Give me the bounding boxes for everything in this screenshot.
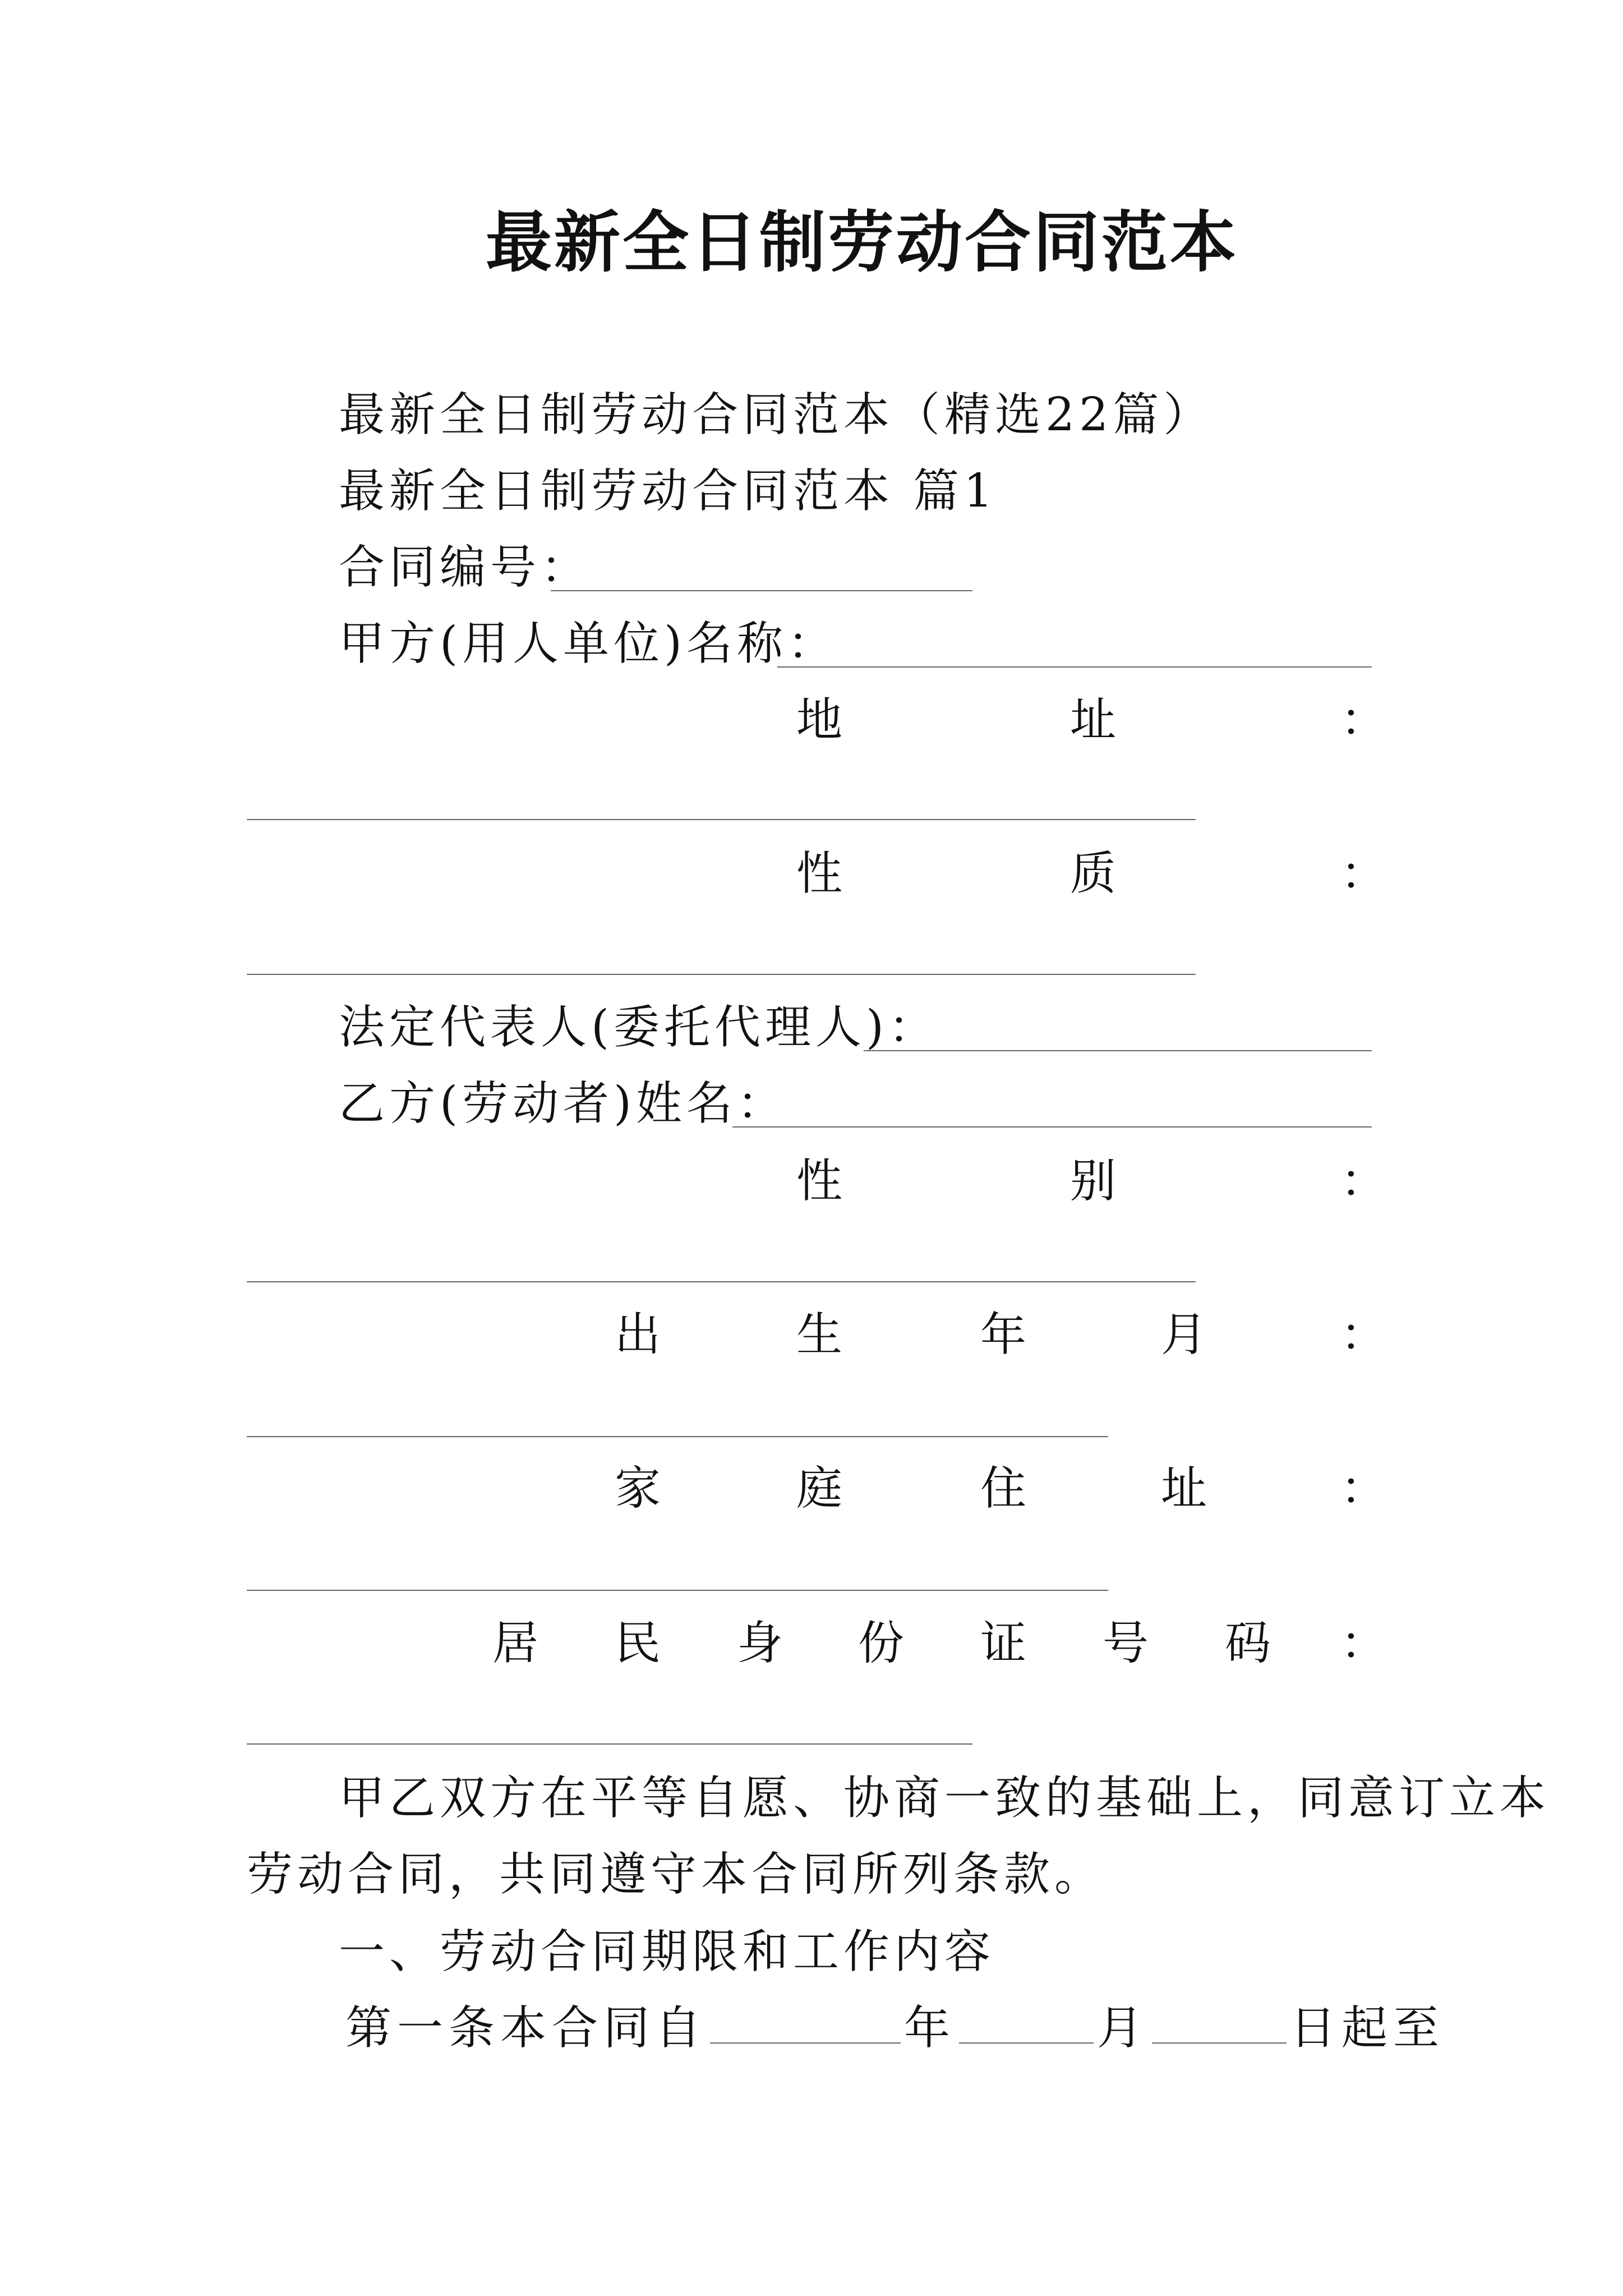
id-number-char-7: 码: [1225, 1617, 1276, 1670]
gender-label-char-2: 别: [1070, 1154, 1121, 1208]
gender-colon: ：: [1340, 1154, 1391, 1208]
address-label-char-1: 地: [796, 693, 847, 747]
id-number-char-2: 民: [615, 1617, 666, 1670]
article-1: [345, 2000, 1445, 2056]
address-label-char-2: 址: [1070, 693, 1121, 747]
home-address-blank[interactable]: [247, 1590, 1108, 1591]
id-number-char-4: 份: [858, 1617, 909, 1670]
intro-paragraph-line-1: 甲乙双方在平等自愿、协商一致的基础上，同意订立本: [339, 1772, 1551, 1825]
address-colon: ：: [1340, 693, 1391, 747]
legal-rep-label: 法定代表人(委托代理人)：: [339, 1001, 939, 1054]
id-number-colon: ：: [1340, 1617, 1391, 1670]
birth-label-char-2: 生: [796, 1308, 847, 1361]
party-b-name-blank[interactable]: [732, 1126, 1372, 1128]
party-b-name-label: 乙方(劳动者)姓名：: [339, 1077, 787, 1130]
contract-number-blank[interactable]: [551, 590, 972, 591]
chapter-1-heading: 一、劳动合同期限和工作内容: [339, 1925, 995, 1978]
section-heading: 最新全日制劳动合同范本 篇1: [339, 464, 998, 518]
home-address-char-1: 家: [615, 1462, 666, 1515]
id-number-char-1: 居: [492, 1617, 543, 1670]
id-number-char-6: 号: [1103, 1617, 1154, 1670]
article-1-prefix: 第一条本合同自: [345, 2001, 707, 2055]
id-number-char-5: 证: [980, 1617, 1031, 1670]
nature-label-char-1: 性: [796, 847, 847, 900]
document-title: 最新全日制劳动合同范本: [486, 203, 1239, 281]
article-1-day-blank[interactable]: [1152, 2042, 1287, 2044]
contract-number-label: 合同编号：: [339, 541, 592, 594]
address-blank[interactable]: [247, 819, 1196, 820]
nature-label-char-2: 质: [1070, 847, 1121, 900]
id-number-char-3: 身: [737, 1617, 788, 1670]
nature-colon: ：: [1340, 847, 1391, 900]
party-a-name-blank[interactable]: [777, 666, 1372, 668]
article-1-day-suffix: 日起至: [1290, 2001, 1445, 2055]
home-address-char-4: 址: [1161, 1462, 1212, 1515]
subtitle: 最新全日制劳动合同范本（精选22篇）: [339, 388, 1214, 441]
birth-blank[interactable]: [247, 1436, 1108, 1437]
id-number-blank[interactable]: [247, 1743, 972, 1745]
article-1-month: 月: [1097, 2001, 1149, 2055]
home-address-char-2: 庭: [796, 1462, 847, 1515]
birth-label-char-4: 月: [1161, 1308, 1212, 1361]
party-a-name-label: 甲方(用人单位)名称：: [339, 617, 838, 670]
article-1-year-blank[interactable]: [710, 2042, 901, 2044]
birth-label-char-3: 年: [980, 1308, 1031, 1361]
birth-label-char-1: 出: [615, 1308, 666, 1361]
gender-blank[interactable]: [247, 1281, 1196, 1282]
intro-paragraph-line-2: 劳动合同，共同遵守本合同所列条款。: [247, 1848, 1105, 1901]
nature-blank[interactable]: [247, 974, 1196, 975]
home-address-char-3: 住: [980, 1462, 1031, 1515]
legal-rep-blank[interactable]: [864, 1050, 1372, 1051]
article-1-month-blank[interactable]: [959, 2042, 1094, 2044]
birth-colon: ：: [1340, 1308, 1391, 1361]
article-1-year: 年: [904, 2001, 956, 2055]
gender-label-char-1: 性: [796, 1154, 847, 1208]
home-address-colon: ：: [1340, 1462, 1391, 1515]
